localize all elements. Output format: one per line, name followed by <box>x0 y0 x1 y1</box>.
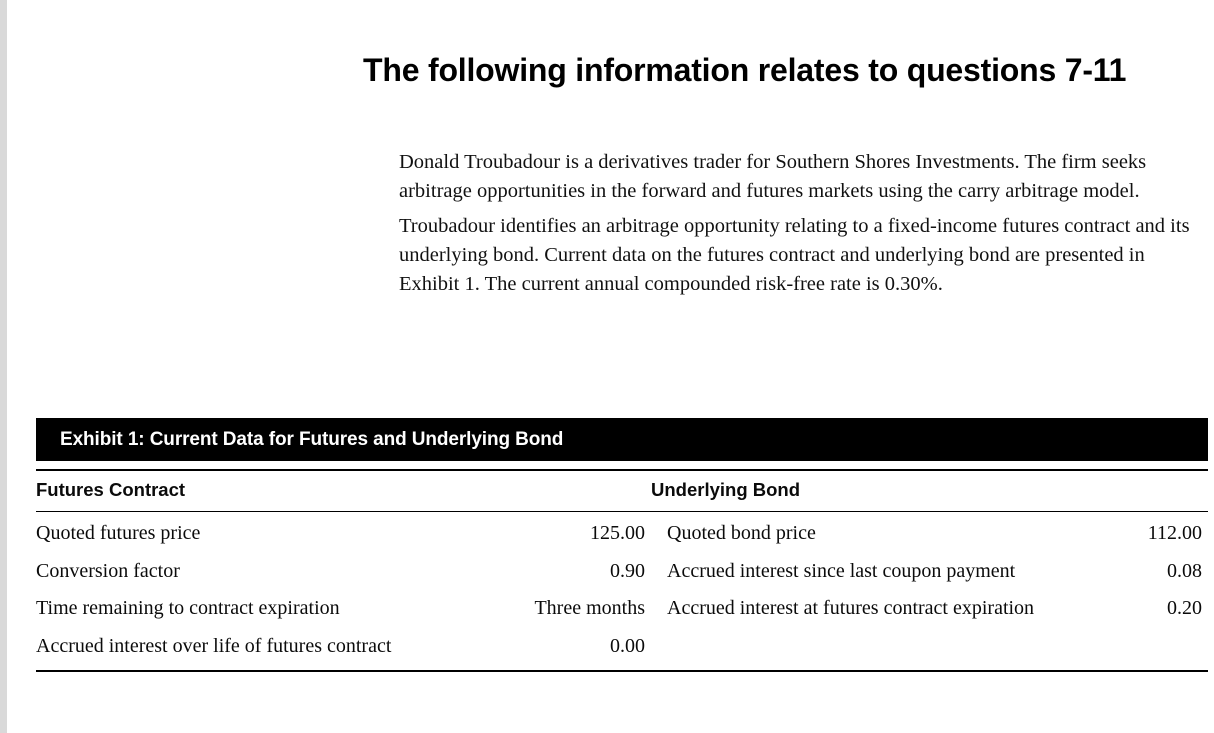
page-title: The following information relates to questions 7-11 <box>363 52 1127 89</box>
row-label-futures: Accrued interest over life of futures contract <box>36 634 392 657</box>
row-value-futures: 0.00 <box>610 634 645 657</box>
table-bottom-rule <box>36 670 1208 672</box>
table-header-row <box>36 470 1208 512</box>
row-value-bond: 0.20 <box>1167 597 1202 620</box>
column-header-futures-contract: Futures Contract <box>36 470 514 512</box>
table-row <box>36 625 1208 667</box>
row-label-futures: Quoted futures price <box>36 522 201 544</box>
row-value-futures: 0.90 <box>610 559 645 582</box>
column-header-futures-value <box>514 470 651 512</box>
row-label-bond <box>651 625 1071 667</box>
row-value-bond <box>1071 625 1208 667</box>
vignette-paragraph-1: Donald Troubadour is a derivatives trader for Southern Shores Investments. The firm seeks arbitrage opportunities in the forward and futures markets using the carry arbitrage model. <box>399 151 1147 203</box>
table-row <box>36 512 1208 550</box>
row-label-bond: Accrued interest at futures contract expiration <box>667 597 1035 620</box>
row-value-bond: 112.00 <box>1147 522 1202 544</box>
column-header-underlying-bond: Underlying Bond <box>651 470 1071 512</box>
exhibit-title-bar: Exhibit 1: Current Data for Futures and Underlying Bond <box>36 418 1208 461</box>
row-value-futures: 125.00 <box>590 522 645 544</box>
row-value-futures: Three months <box>534 597 645 620</box>
row-label-bond: Quoted bond price <box>667 522 816 544</box>
row-value-bond: 0.08 <box>1167 559 1202 582</box>
vignette-text <box>399 148 1205 306</box>
table-row <box>36 550 1208 588</box>
exhibit-table <box>36 469 1208 666</box>
row-label-futures: Conversion factor <box>36 559 180 582</box>
vignette-paragraph-2: Troubadour identifies an arbitrage opportunity relating to a fixed-income futures contract and its underlying bond. Current data on the futures contract and underlying bond are presented in Exhibit 1. The current annual compounded risk-free rate is 0.30%. <box>399 215 1190 296</box>
column-header-bond-value <box>1071 470 1208 512</box>
exhibit-block <box>36 418 1208 672</box>
table-row <box>36 587 1208 625</box>
row-label-futures: Time remaining to contract expiration <box>36 597 340 620</box>
row-label-bond: Accrued interest since last coupon payment <box>667 559 1016 582</box>
